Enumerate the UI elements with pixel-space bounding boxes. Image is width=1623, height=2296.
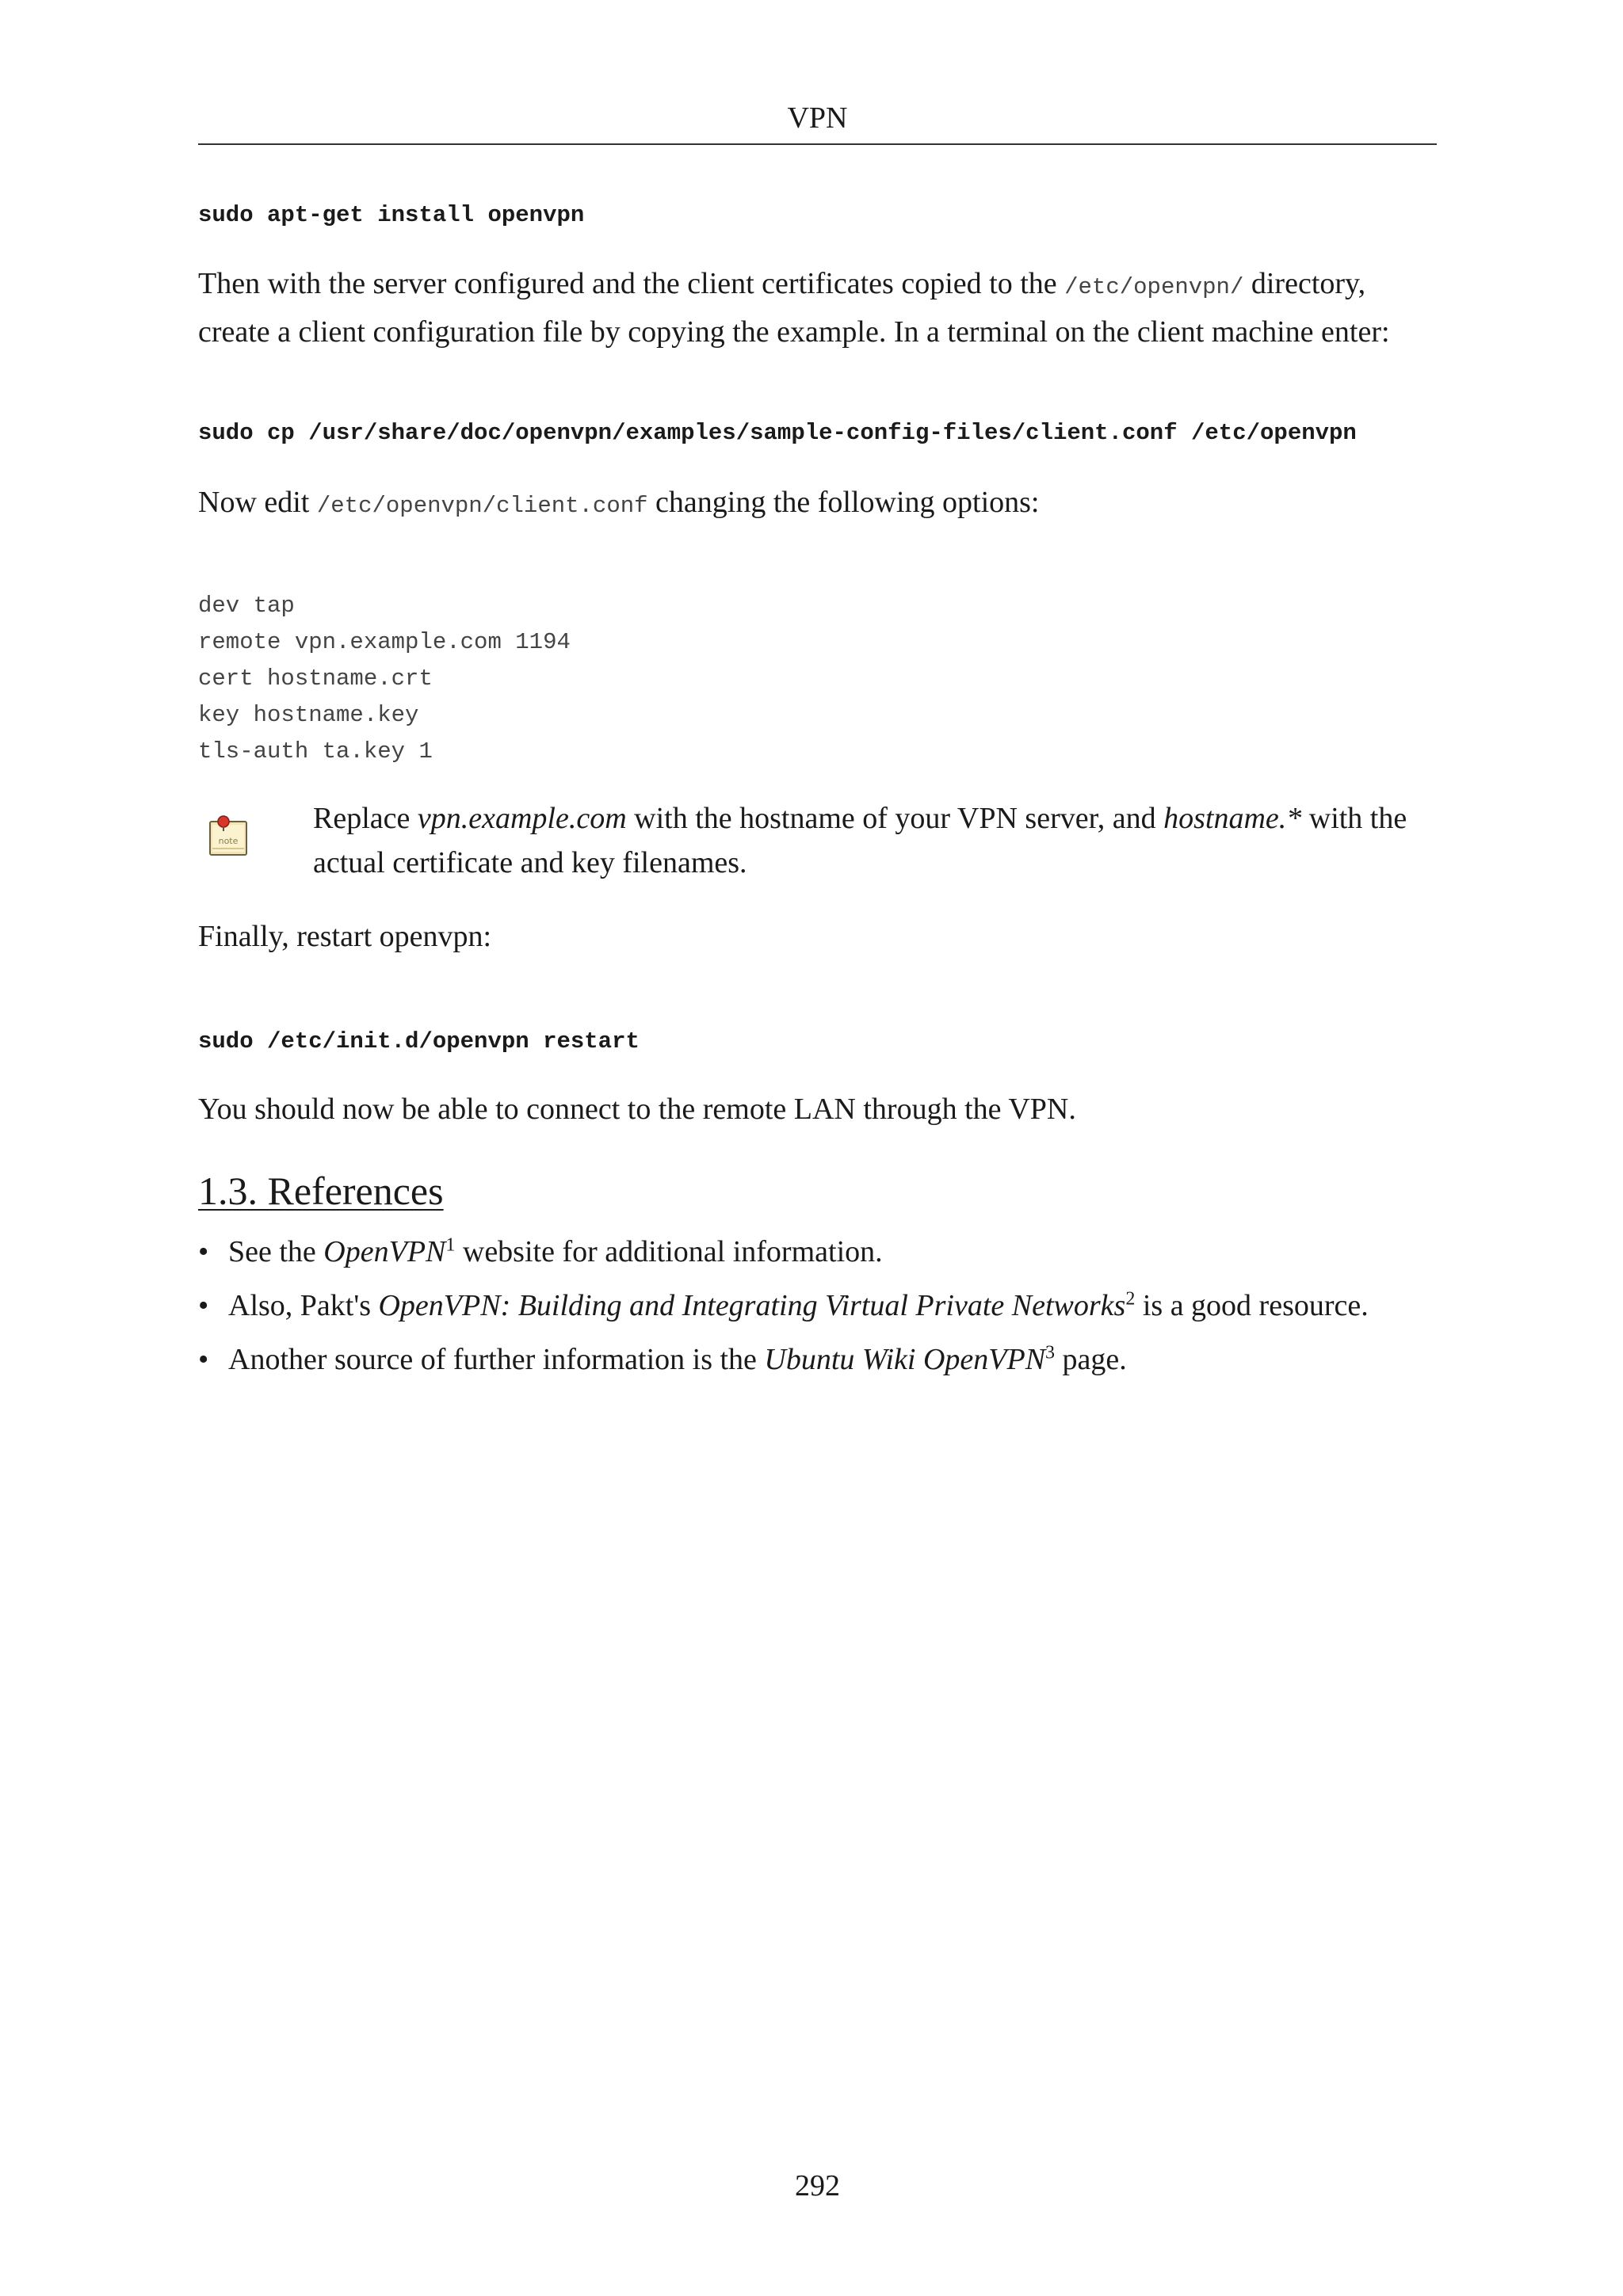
command-restart-openvpn: sudo /etc/init.d/openvpn restart xyxy=(198,1028,640,1055)
paragraph-edit-client-conf xyxy=(198,480,1437,528)
list-item xyxy=(198,1337,1437,1382)
client-config-code-block xyxy=(198,588,571,770)
bullet: • xyxy=(198,1235,209,1268)
reference-text: Also, Pakt's xyxy=(228,1289,379,1322)
references-list xyxy=(198,1230,1437,1391)
document-page xyxy=(198,0,1437,2296)
inline-path-etc-openvpn: /etc/openvpn/ xyxy=(1064,274,1244,300)
note-text-part: with the hostname of your VPN server, and xyxy=(626,802,1164,835)
code-line: dev tap xyxy=(198,593,295,619)
command-copy-client-conf: sudo cp /usr/share/doc/openvpn/examples/sample-config-files/client.conf /etc/openvpn xyxy=(198,420,1357,446)
note-text-part: with the actual certificate and key filenames. xyxy=(313,802,1407,879)
note-emphasis-hostname-example: vpn.example.com xyxy=(417,802,627,835)
paragraph-text: changing the following options: xyxy=(647,486,1040,519)
running-header: VPN xyxy=(787,101,848,135)
footnote-marker[interactable]: 1 xyxy=(445,1234,456,1256)
reference-text: Another source of further information is the xyxy=(228,1343,765,1376)
reference-text: is a good resource. xyxy=(1135,1289,1369,1322)
code-line: remote vpn.example.com 1194 xyxy=(198,629,571,655)
paragraph-restart: Finally, restart openvpn: xyxy=(198,920,492,953)
paragraph-text: Then with the server configured and the client certificates copied to the xyxy=(198,267,1065,300)
note-icon-label: note xyxy=(218,836,239,846)
list-item xyxy=(198,1230,1437,1274)
header-rule xyxy=(198,143,1437,145)
command-install-openvpn: sudo apt-get install openvpn xyxy=(198,202,585,228)
reference-text: See the xyxy=(228,1235,324,1268)
note-text-part: Replace xyxy=(313,802,418,835)
page-number: 292 xyxy=(795,2169,840,2203)
paragraph-text: directory, create a client configuration file by copying the example. In a terminal on the client machine enter: xyxy=(198,267,1390,349)
reference-link-ubuntu-wiki[interactable]: Ubuntu Wiki OpenVPN xyxy=(764,1343,1046,1376)
reference-text: page. xyxy=(1055,1343,1127,1376)
reference-link-openvpn[interactable]: OpenVPN xyxy=(323,1235,446,1268)
code-line: key hostname.key xyxy=(198,702,419,728)
note-icon xyxy=(206,814,250,858)
section-title-references: 1.3. References xyxy=(198,1169,444,1213)
inline-path-client-conf: /etc/openvpn/client.conf xyxy=(316,493,648,519)
note-text xyxy=(313,796,1437,885)
bullet: • xyxy=(198,1289,209,1322)
note-emphasis-hostname-wildcard: hostname.* xyxy=(1163,802,1302,835)
footnote-marker[interactable]: 3 xyxy=(1045,1342,1056,1363)
paragraph-text: Now edit xyxy=(198,486,317,519)
list-item xyxy=(198,1283,1437,1328)
reference-text: website for additional information. xyxy=(455,1235,883,1268)
bullet: • xyxy=(198,1343,209,1376)
paragraph-connect: You should now be able to connect to the remote LAN through the VPN. xyxy=(198,1093,1076,1126)
footnote-marker[interactable]: 2 xyxy=(1125,1288,1136,1310)
paragraph-client-config-intro xyxy=(198,261,1437,354)
code-line: tls-auth ta.key 1 xyxy=(198,738,433,765)
code-line: cert hostname.crt xyxy=(198,666,433,692)
reference-link-openvpn-book[interactable]: OpenVPN: Building and Integrating Virtual Private Networks xyxy=(378,1289,1126,1322)
